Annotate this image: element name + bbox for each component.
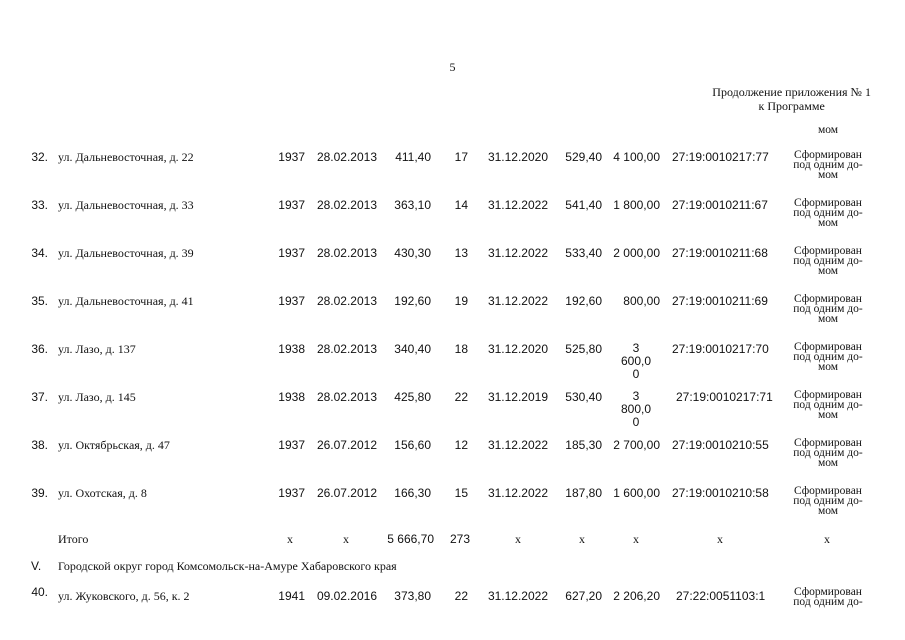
row-date1: 28.02.2013 (316, 294, 377, 308)
row-date1: 28.02.2013 (316, 150, 377, 164)
row-year: 1937 (278, 486, 305, 500)
row-count: 13 (454, 246, 468, 260)
row-date1: 26.07.2012 (316, 438, 377, 452)
row-year: 1937 (278, 150, 305, 164)
section-num: V. (31, 559, 42, 573)
row-number: 34. (31, 246, 48, 260)
row-area2: 529,40 (565, 150, 602, 164)
total-cadastral: x (717, 532, 723, 546)
row-address: ул. Дальневосточная, д. 33 (58, 198, 194, 212)
row-count: 18 (454, 342, 468, 356)
row-date1: 09.02.2016 (316, 589, 377, 603)
row-status: Сформирован под одним до-мом (793, 293, 863, 325)
row-year: 1937 (278, 246, 305, 260)
row-year: 1941 (278, 589, 305, 603)
row-status: Сформирован под одним до-мом (793, 245, 863, 277)
row-date2: 31.12.2020 (487, 342, 548, 356)
page-number: 5 (449, 60, 456, 74)
row-area1: 363,10 (394, 198, 431, 212)
row-year: 1937 (278, 198, 305, 212)
row-area1: 166,30 (394, 486, 431, 500)
row-area1: 156,60 (394, 438, 431, 452)
row-number: 32. (31, 150, 48, 164)
continuation-line-1: Продолжение приложения № 1 (712, 85, 871, 99)
row-status: Сформирован под одним до-мом (793, 197, 863, 229)
table-row (0, 198, 905, 244)
row-status: Сформирован под одним до-мом (793, 485, 863, 517)
total-cost: x (633, 532, 639, 546)
row-date1: 28.02.2013 (316, 198, 377, 212)
row-number: 39. (31, 486, 48, 500)
row-date2: 31.12.2022 (487, 294, 548, 308)
row-date1: 26.07.2012 (316, 486, 377, 500)
total-date1: x (343, 532, 349, 546)
row-cadastral: 27:19:0010210:58 (672, 486, 769, 500)
row-area2: 541,40 (565, 198, 602, 212)
row-address: ул. Охотская, д. 8 (58, 486, 147, 500)
total-area2: x (579, 532, 585, 546)
row-number: 37. (31, 390, 48, 404)
row-cost: 3 600,0 0 (620, 341, 652, 381)
table-row (0, 294, 905, 340)
table-row (0, 390, 905, 436)
row-cost: 1 600,00 (613, 486, 660, 500)
row-count: 15 (454, 486, 468, 500)
row-area2: 530,40 (565, 390, 602, 404)
continuation-line-2: к Программе (758, 99, 825, 113)
row-year: 1938 (278, 390, 305, 404)
row-number: 36. (31, 342, 48, 356)
row-area1: 430,30 (394, 246, 431, 260)
row-date2: 31.12.2022 (487, 198, 548, 212)
row-date2: 31.12.2020 (487, 150, 548, 164)
table-row (0, 246, 905, 292)
row-cadastral: 27:19:0010211:68 (672, 246, 768, 260)
row-cadastral: 27:19:0010211:69 (672, 294, 768, 308)
row-address: ул. Лазо, д. 145 (58, 390, 136, 404)
continuation-note (712, 85, 871, 113)
row-count: 17 (454, 150, 468, 164)
row-date2: 31.12.2022 (487, 589, 548, 603)
row-year: 1937 (278, 294, 305, 308)
row-area1: 411,40 (395, 150, 431, 164)
row-area1: 425,80 (394, 390, 431, 404)
total-date2: x (515, 532, 521, 546)
row-date2: 31.12.2022 (487, 246, 548, 260)
table-row (0, 585, 905, 631)
row-status: Сформирован под одним до-мом (793, 389, 863, 421)
row-cost: 2 206,20 (613, 589, 660, 603)
row-status: Сформирован под одним до-мом (793, 149, 863, 181)
row-date1: 28.02.2013 (316, 390, 377, 404)
row-address: ул. Жуковского, д. 56, к. 2 (58, 589, 190, 603)
carryover-text: мом (817, 124, 839, 136)
row-number: 38. (31, 438, 48, 452)
row-cadastral: 27:19:0010217:71 (676, 390, 773, 404)
row-date1: 28.02.2013 (316, 246, 377, 260)
row-area2: 533,40 (565, 246, 602, 260)
row-count: 22 (454, 589, 468, 603)
row-count: 19 (454, 294, 468, 308)
table-row (0, 486, 905, 532)
row-number: 33. (31, 198, 48, 212)
row-cost: 2 700,00 (613, 438, 660, 452)
row-count: 14 (454, 198, 468, 212)
total-area1: 5 666,70 (387, 532, 434, 546)
row-date1: 28.02.2013 (316, 342, 377, 356)
table-row (0, 342, 905, 388)
row-cost: 800,00 (623, 294, 660, 308)
row-count: 12 (454, 438, 468, 452)
row-count: 22 (454, 390, 468, 404)
row-cost: 2 000,00 (613, 246, 660, 260)
row-cost: 4 100,00 (613, 150, 660, 164)
row-area1: 192,60 (394, 294, 431, 308)
row-status: Сформирован под одним до-мом (793, 437, 863, 469)
row-status: Сформирован под одним до- (793, 586, 863, 608)
row-area2: 185,30 (565, 438, 602, 452)
row-area2: 187,80 (565, 486, 602, 500)
row-address: ул. Дальневосточная, д. 39 (58, 246, 194, 260)
row-cadastral: 27:22:0051103:1 (676, 589, 766, 603)
row-area1: 373,80 (394, 589, 431, 603)
row-area2: 627,20 (565, 589, 602, 603)
row-status: Сформирован под одним до-мом (793, 341, 863, 373)
row-cadastral: 27:19:0010217:77 (672, 150, 769, 164)
table-row (0, 438, 905, 484)
row-year: 1938 (278, 342, 305, 356)
total-year: x (287, 532, 293, 546)
row-address: ул. Октябрьская, д. 47 (58, 438, 170, 452)
row-year: 1937 (278, 438, 305, 452)
row-area2: 525,80 (565, 342, 602, 356)
row-cost: 3 800,0 0 (620, 389, 652, 429)
total-status: x (824, 532, 830, 546)
row-number: 35. (31, 294, 48, 308)
row-date2: 31.12.2022 (487, 438, 548, 452)
row-cost: 1 800,00 (613, 198, 660, 212)
row-number: 40. (31, 585, 48, 599)
table-row (0, 150, 905, 196)
row-address: ул. Дальневосточная, д. 22 (58, 150, 194, 164)
total-label: Итого (58, 532, 89, 546)
row-date2: 31.12.2019 (487, 390, 548, 404)
total-count: 273 (449, 532, 470, 546)
row-area2: 192,60 (565, 294, 602, 308)
row-cadastral: 27:19:0010211:67 (672, 198, 768, 212)
section-title: Городской округ город Комсомольск-на-Амуре Хабаровского края (58, 559, 397, 573)
row-address: ул. Дальневосточная, д. 41 (58, 294, 194, 308)
row-cadastral: 27:19:0010210:55 (672, 438, 769, 452)
row-cadastral: 27:19:0010217:70 (672, 342, 769, 356)
row-area1: 340,40 (394, 342, 431, 356)
row-address: ул. Лазо, д. 137 (58, 342, 136, 356)
row-date2: 31.12.2022 (487, 486, 548, 500)
